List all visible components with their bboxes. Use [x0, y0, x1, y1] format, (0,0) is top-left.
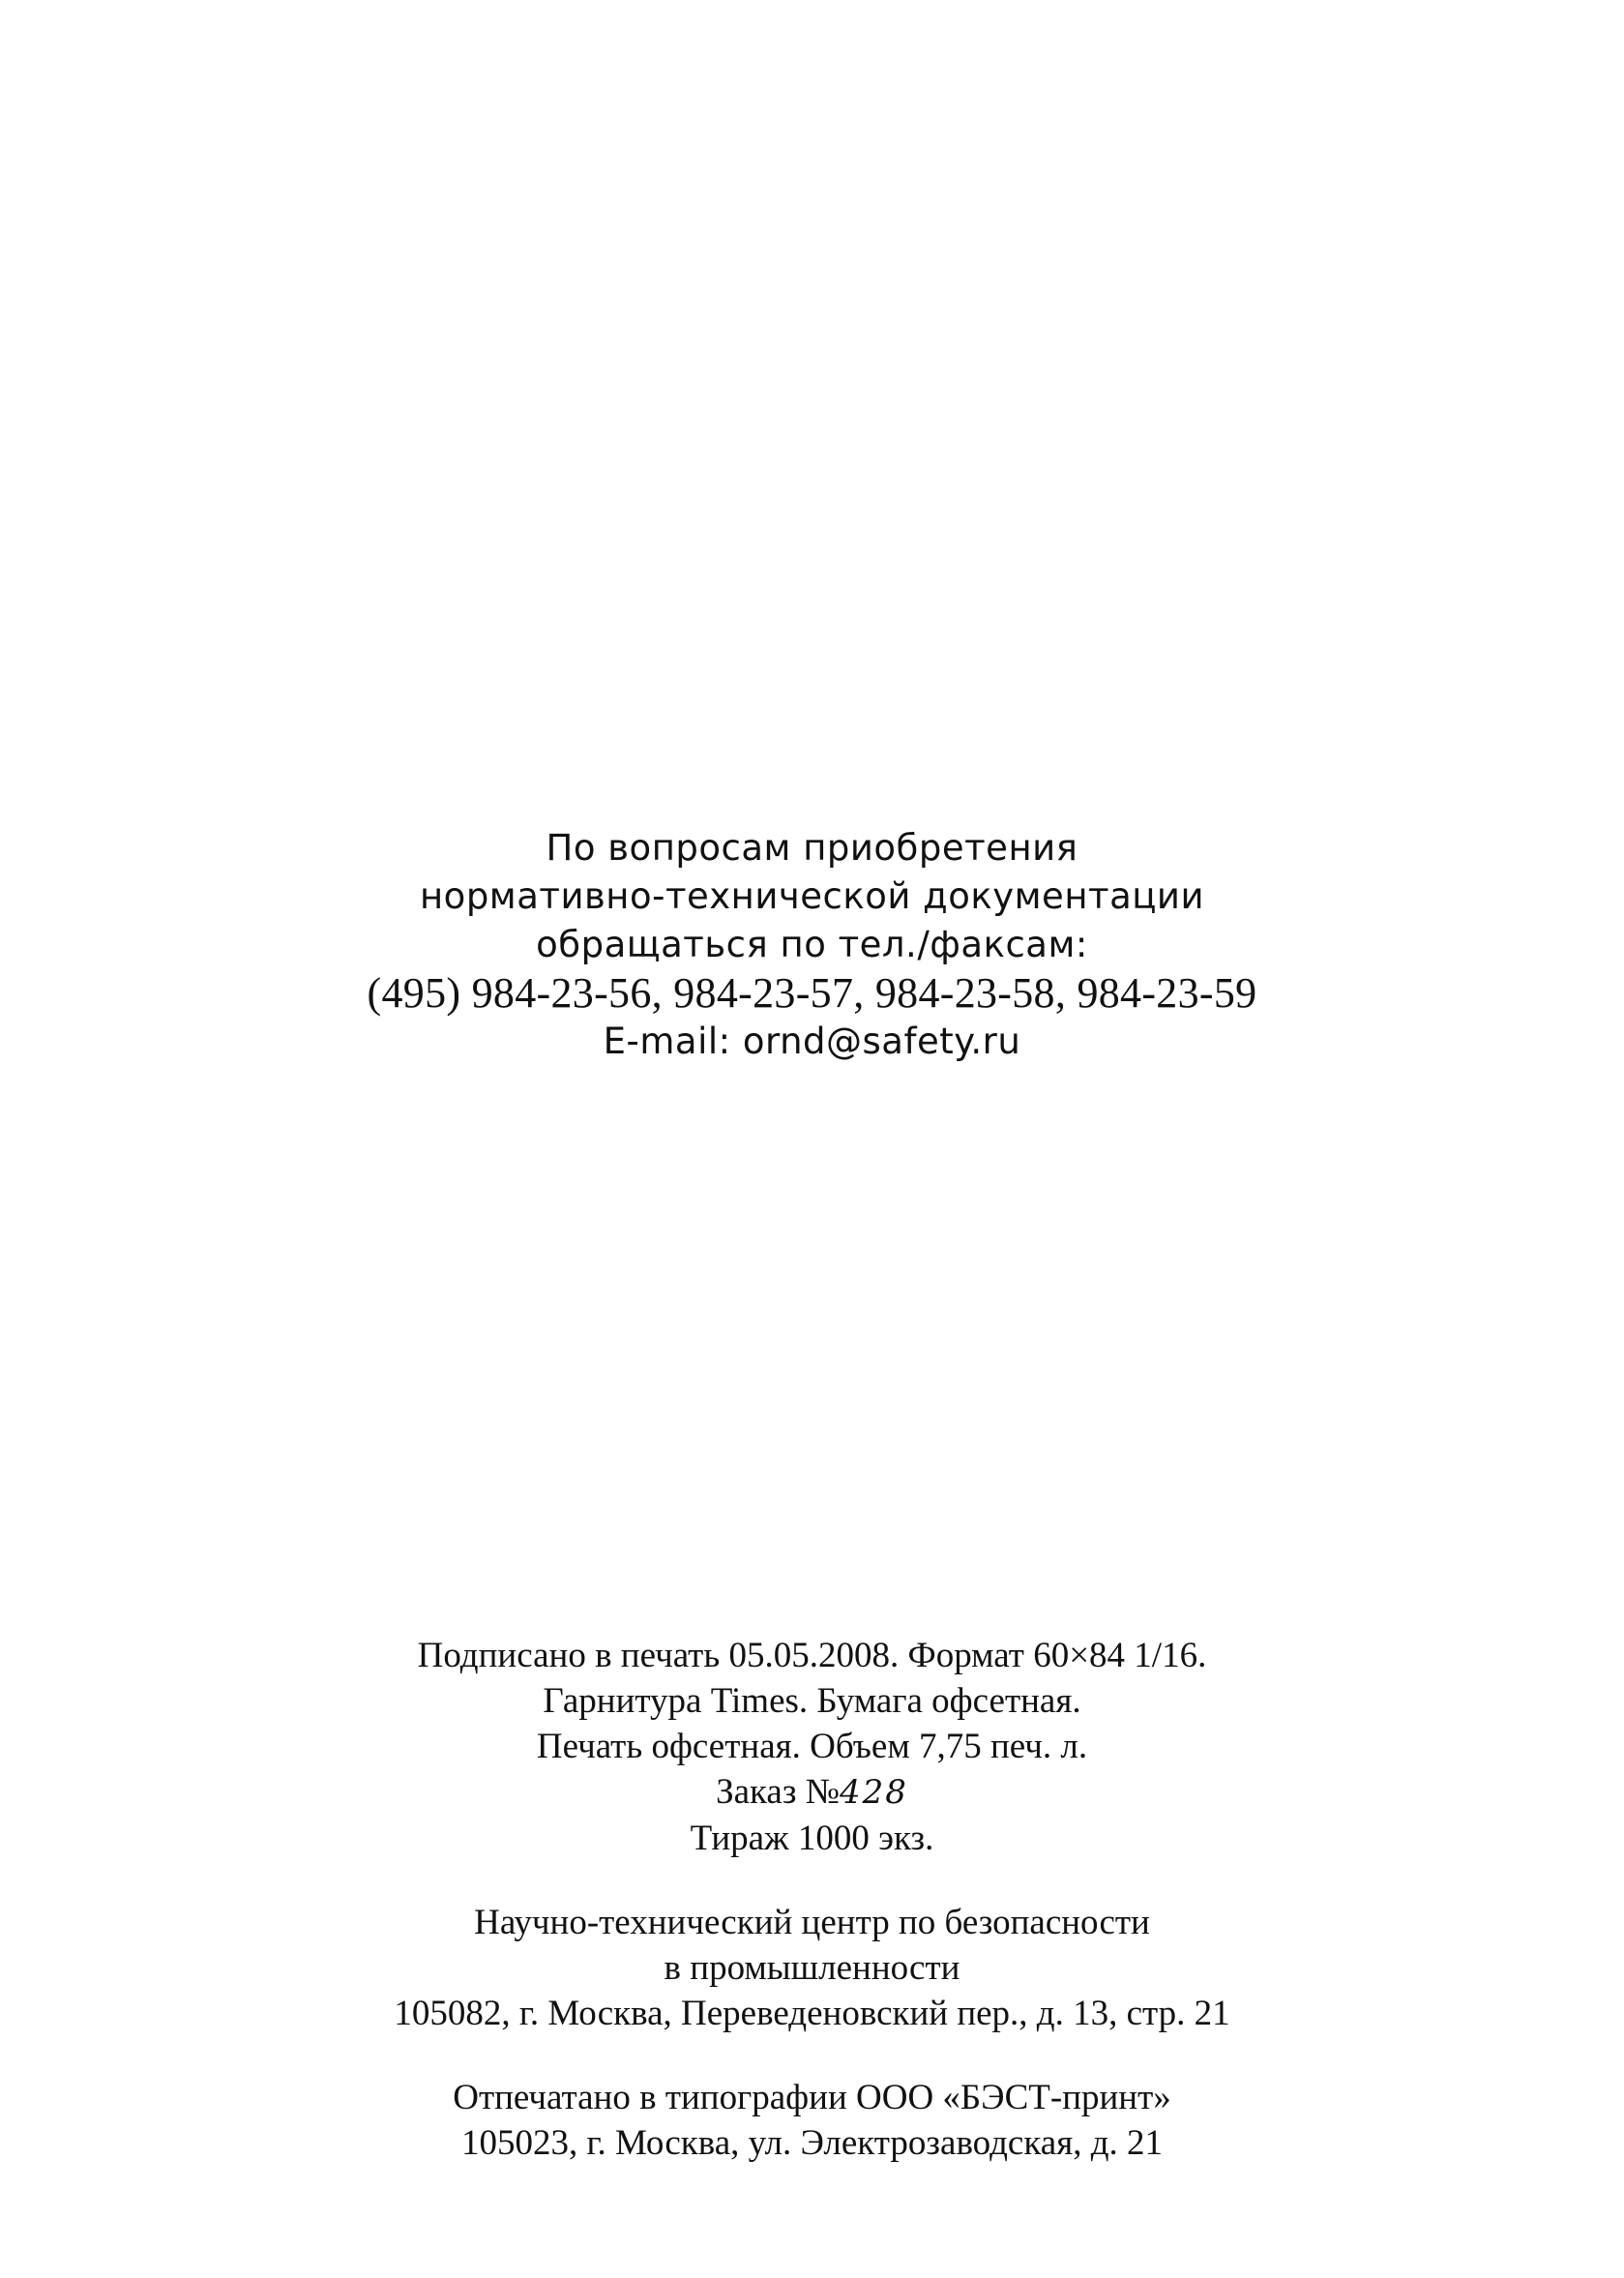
- contact-info-block: [0, 824, 1624, 1066]
- section-gap: [0, 2036, 1624, 2075]
- imprint-block: [0, 1633, 1624, 2166]
- imprint-order: [0, 1769, 1624, 1816]
- printer-address: 105023, г. Москва, ул. Электрозаводская, д. 21: [460, 2123, 1164, 2163]
- contact-phones: (495) 984-23-56, 984-23-57, 984-23-58, 984-23-59: [367, 969, 1257, 1017]
- imprint-print: Печать офсетная. Объем 7,75 печ. л.: [536, 1727, 1088, 1766]
- contact-line-3: обращаться по тел./факсам:: [536, 924, 1088, 965]
- imprint-signed: Подписано в печать 05.05.2008. Формат 60×84 1/16.: [417, 1636, 1207, 1675]
- contact-line-1: По вопросам приобретения: [546, 827, 1078, 869]
- imprint-typeface: Гарнитура Times. Бумага офсетная.: [543, 1681, 1081, 1721]
- contact-email: E-mail: ornd@safety.ru: [603, 1021, 1021, 1062]
- publisher-line-1: Научно-технический центр по безопасности: [474, 1903, 1150, 1942]
- section-gap: [0, 1861, 1624, 1900]
- order-number-handwritten: 428: [840, 1773, 908, 1812]
- imprint-circulation: Тираж 1000 экз.: [690, 1819, 934, 1858]
- contact-line-2: нормативно-технической документации: [419, 875, 1205, 917]
- order-label: Заказ №: [716, 1772, 841, 1812]
- publisher-line-2: в промышленности: [664, 1948, 960, 1988]
- publisher-address: 105082, г. Москва, Переведеновский пер., д. 13, стр. 21: [394, 1994, 1230, 2033]
- printer-line-1: Отпечатано в типографии ООО «БЭСТ-принт»: [453, 2078, 1171, 2117]
